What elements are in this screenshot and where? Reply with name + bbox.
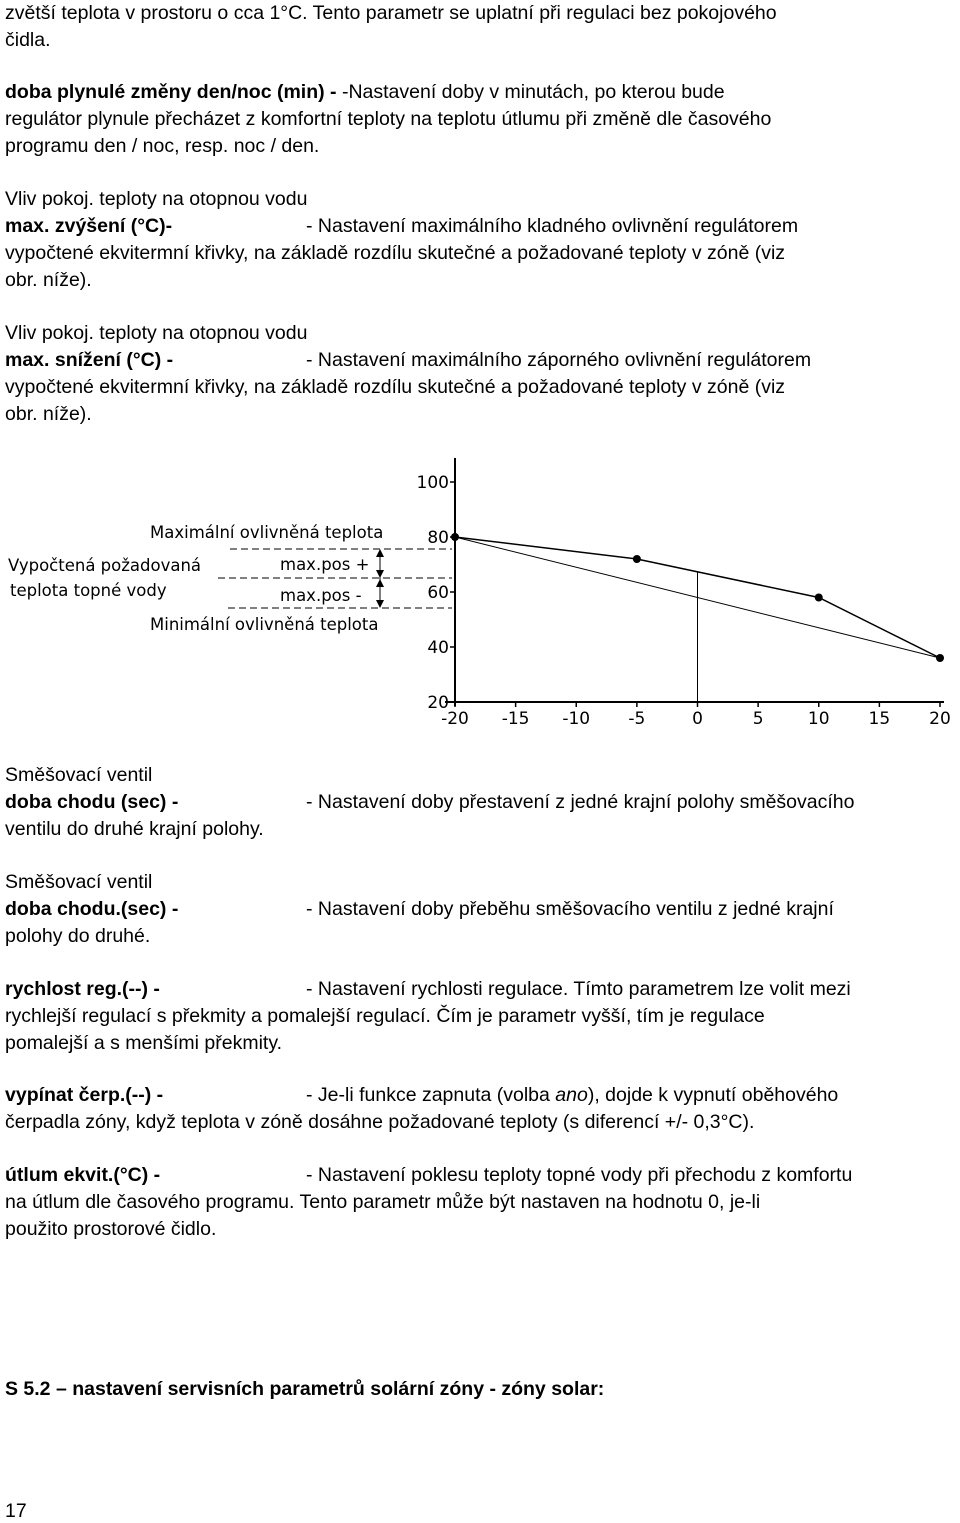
- param-desc: - Nastavení maximálního kladného ovlivnění regulátorem: [306, 215, 799, 237]
- param-name: útlum ekvit.(°C) -: [5, 1164, 161, 1186]
- arrow-head-down: [376, 570, 384, 578]
- param-line: [5, 81, 725, 103]
- param-name: doba chodu.(sec) -: [5, 898, 179, 920]
- x-tick-labels: [441, 709, 951, 729]
- text-line: vypočtené ekvitermní křivky, na základě rozdílu skutečné a požadované teploty v zóně (viz: [5, 376, 786, 398]
- text-line: rychlejší regulací s překmity a pomalejší regulací. Čím je parametr vyšší, tím je regulace: [5, 1005, 765, 1027]
- x-tick-label: 10: [807, 709, 830, 729]
- section-title: S 5.2 – nastavení servisních parametrů solární zóny - zóny solar:: [5, 1378, 605, 1400]
- param-prefix: Směšovací ventil: [5, 764, 153, 786]
- text-line: na útlum dle časového programu. Tento parametr může být nastaven na hodnotu 0, je-li: [5, 1191, 761, 1213]
- text-line: obr. níže).: [5, 269, 92, 291]
- x-tick-label: -5: [628, 709, 646, 729]
- text-line: regulátor plynule přecházet z komfortní teploty na teplotu útlumu při změně dle časového: [5, 108, 772, 130]
- annotation-pos-minus: max.pos -: [280, 586, 362, 605]
- text-line: polohy do druhé.: [5, 925, 151, 947]
- desc-option: ano: [555, 1084, 588, 1106]
- text-line: ventilu do druhé krajní polohy.: [5, 818, 264, 840]
- text-line: čidla.: [5, 29, 51, 51]
- y-tick-label: 80: [427, 528, 449, 548]
- param-desc: - Nastavení rychlosti regulace. Tímto parametrem lze volit mezi: [306, 978, 851, 1000]
- x-tick-label: 15: [868, 709, 891, 729]
- text-line: použito prostorové čidlo.: [5, 1218, 217, 1240]
- annotation-pos-plus: max.pos +: [280, 555, 370, 574]
- desc-part: ), dojde k vypnutí oběhového: [587, 1084, 839, 1106]
- x-tick-label: -10: [562, 709, 591, 729]
- param-name: rychlost reg.(--) -: [5, 978, 160, 1000]
- param-name: vypínat čerp.(--) -: [5, 1084, 164, 1106]
- data-point: [815, 594, 823, 602]
- text-line: čerpadla zóny, když teplota v zóně dosáhne požadované teploty (s diferencí +/- 0,3°C).: [5, 1111, 755, 1133]
- y-tick-label: 40: [427, 638, 449, 658]
- annotation-min-label: Minimální ovlivněná teplota: [150, 615, 379, 634]
- y-tick-label: 20: [427, 693, 449, 713]
- param-name: doba chodu (sec) -: [5, 791, 179, 813]
- chart-axes: [445, 458, 944, 707]
- data-point: [451, 533, 459, 541]
- y-tick-label: 100: [416, 473, 449, 493]
- arrow-head-down: [376, 600, 384, 608]
- param-desc: - Nastavení doby přestavení z jedné krajní polohy směšovacího: [306, 791, 855, 813]
- annotation-calc-label: Vypočtená požadovaná: [8, 556, 202, 575]
- param-prefix: Vliv pokoj. teploty na otopnou vodu: [5, 188, 308, 210]
- param-prefix: Vliv pokoj. teploty na otopnou vodu: [5, 322, 308, 344]
- x-tick-label: 20: [929, 709, 951, 729]
- param-name: doba plynulé změny den/noc (min) -: [5, 81, 337, 103]
- text-line: pomalejší a s menšími překmity.: [5, 1032, 283, 1054]
- param-desc: - Nastavení doby přeběhu směšovacího ventilu z jedné krajní: [306, 898, 834, 920]
- text-line: obr. níže).: [5, 403, 92, 425]
- param-desc: - Nastavení maximálního záporného ovlivnění regulátorem: [306, 349, 812, 371]
- arrow-head-up: [376, 549, 384, 557]
- param-desc: [306, 1084, 838, 1106]
- text-line: vypočtené ekvitermní křivky, na základě rozdílu skutečné a požadované teploty v zóně (viz: [5, 242, 786, 264]
- x-tick-label: 0: [692, 709, 703, 729]
- param-prefix: Směšovací ventil: [5, 871, 153, 893]
- heating-curve-chart: [0, 450, 960, 740]
- y-tick-label: 60: [427, 583, 449, 603]
- text-line: programu den / noc, resp. noc / den.: [5, 135, 320, 157]
- param-desc: - Nastavení poklesu teploty topné vody při přechodu z komfortu: [306, 1164, 853, 1186]
- data-point: [633, 555, 641, 563]
- chart-annotations: [8, 523, 452, 634]
- desc-part: - Je-li funkce zapnuta (volba: [306, 1084, 556, 1106]
- x-tick-label: 5: [752, 709, 764, 729]
- param-desc: -Nastavení doby v minutách, po kterou bude: [341, 81, 725, 103]
- x-tick-label: -20: [441, 709, 469, 729]
- y-tick-labels: [417, 473, 449, 713]
- annotation-max-label: Maximální ovlivněná teplota: [150, 523, 384, 542]
- x-tick-label: -15: [501, 709, 530, 729]
- annotation-calc-label: teplota topné vody: [10, 581, 167, 600]
- page-number: 17: [5, 1500, 27, 1522]
- arrow-head-up: [376, 579, 384, 587]
- param-name: max. zvýšení (°C)-: [5, 215, 173, 237]
- data-point: [936, 654, 944, 662]
- param-name: max. snížení (°C) -: [5, 349, 174, 371]
- text-line: zvětší teplota v prostoru o cca 1°C. Tento parametr se uplatní při regulaci bez pokojového: [5, 2, 777, 24]
